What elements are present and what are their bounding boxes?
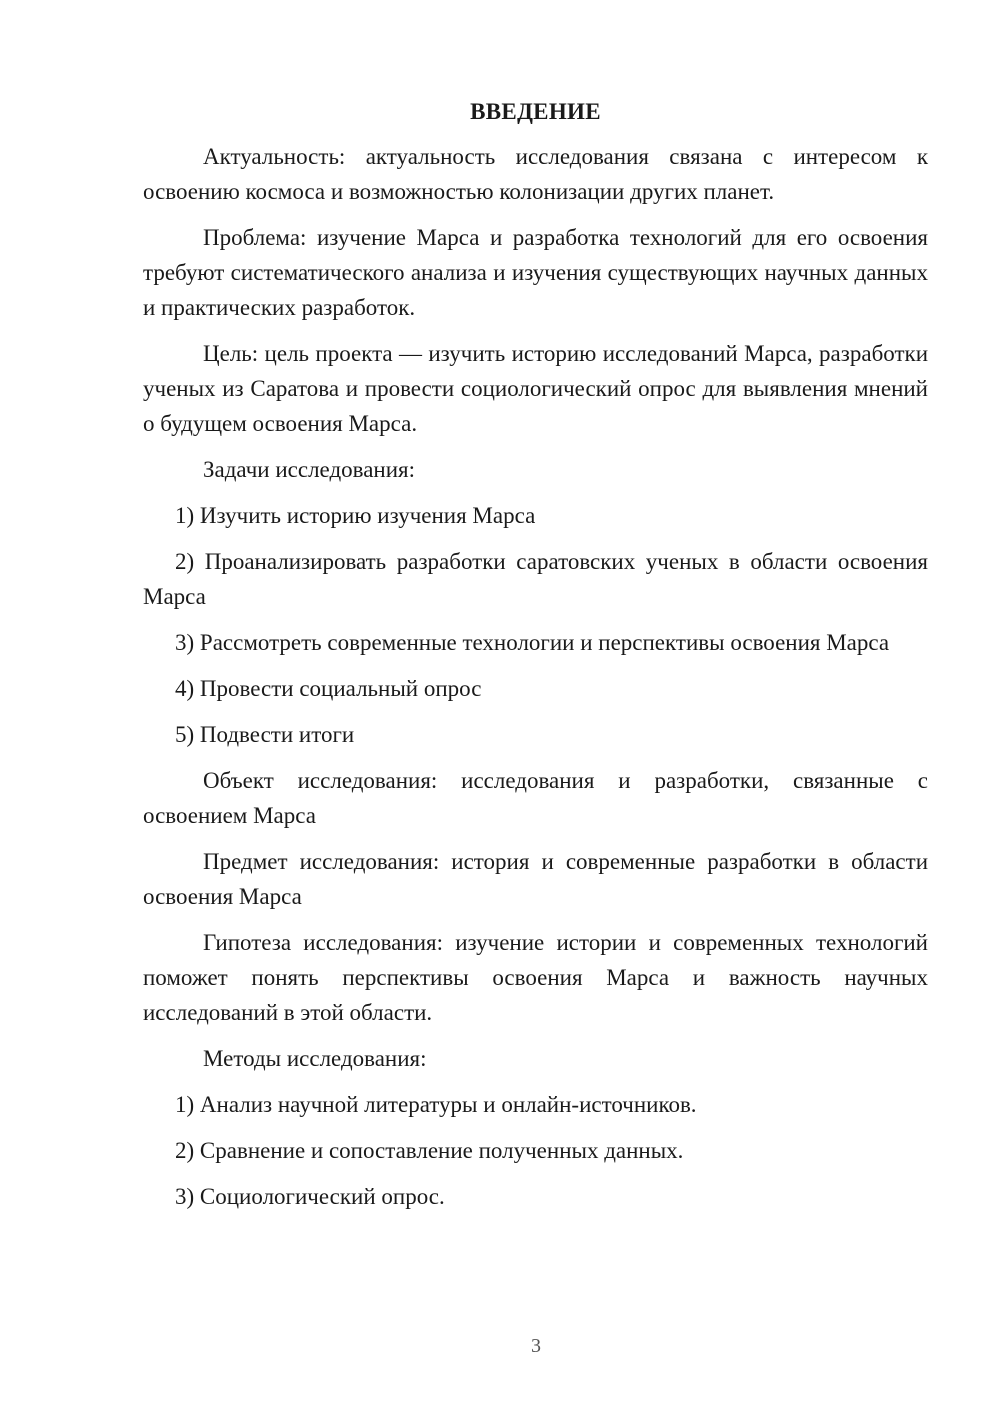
tasks-heading: Задачи исследования:	[203, 457, 416, 482]
page-number: 3	[531, 1335, 541, 1357]
task-item: 3) Рассмотреть современные технологии и перспективы освоения Марса	[175, 630, 890, 655]
task-item: 1) Изучить историю изучения Марса	[175, 503, 536, 528]
method-item: 2) Сравнение и сопоставление полученных данных.	[175, 1138, 684, 1163]
object-paragraph: Объект исследования: исследования и разработки, связанные с освоением Марса	[143, 768, 928, 828]
task-item: 5) Подвести итоги	[175, 722, 355, 747]
relevance-paragraph: Актуальность: актуальность исследования связана с интересом к освоению космоса и возможностью колонизации других планет.	[143, 144, 928, 204]
problem-paragraph: Проблема: изучение Марса и разработка технологий для его освоения требуют систематического анализа и изучения существующих научных данных и практических разработок.	[143, 225, 928, 320]
task-item: 2) Проанализировать разработки саратовских ученых в области освоения Марса	[143, 549, 928, 609]
methods-heading: Методы исследования:	[203, 1046, 427, 1071]
goal-paragraph: Цель: цель проекта — изучить историю исследований Марса, разработки ученых из Саратова и провести социологический опрос для выявления мнений о будущем освоения Марса.	[143, 341, 928, 436]
method-item: 1) Анализ научной литературы и онлайн-источников.	[175, 1092, 697, 1117]
section-title: ВВЕДЕНИЕ	[470, 99, 601, 124]
subject-paragraph: Предмет исследования: история и современные разработки в области освоения Марса	[143, 849, 928, 909]
page-content	[143, 94, 928, 1225]
method-item: 3) Социологический опрос.	[175, 1184, 445, 1209]
hypothesis-paragraph: Гипотеза исследования: изучение истории и современных технологий поможет понять перспективы освоения Марса и важность научных исследований в этой области.	[143, 930, 928, 1025]
task-item: 4) Провести социальный опрос	[175, 676, 482, 701]
